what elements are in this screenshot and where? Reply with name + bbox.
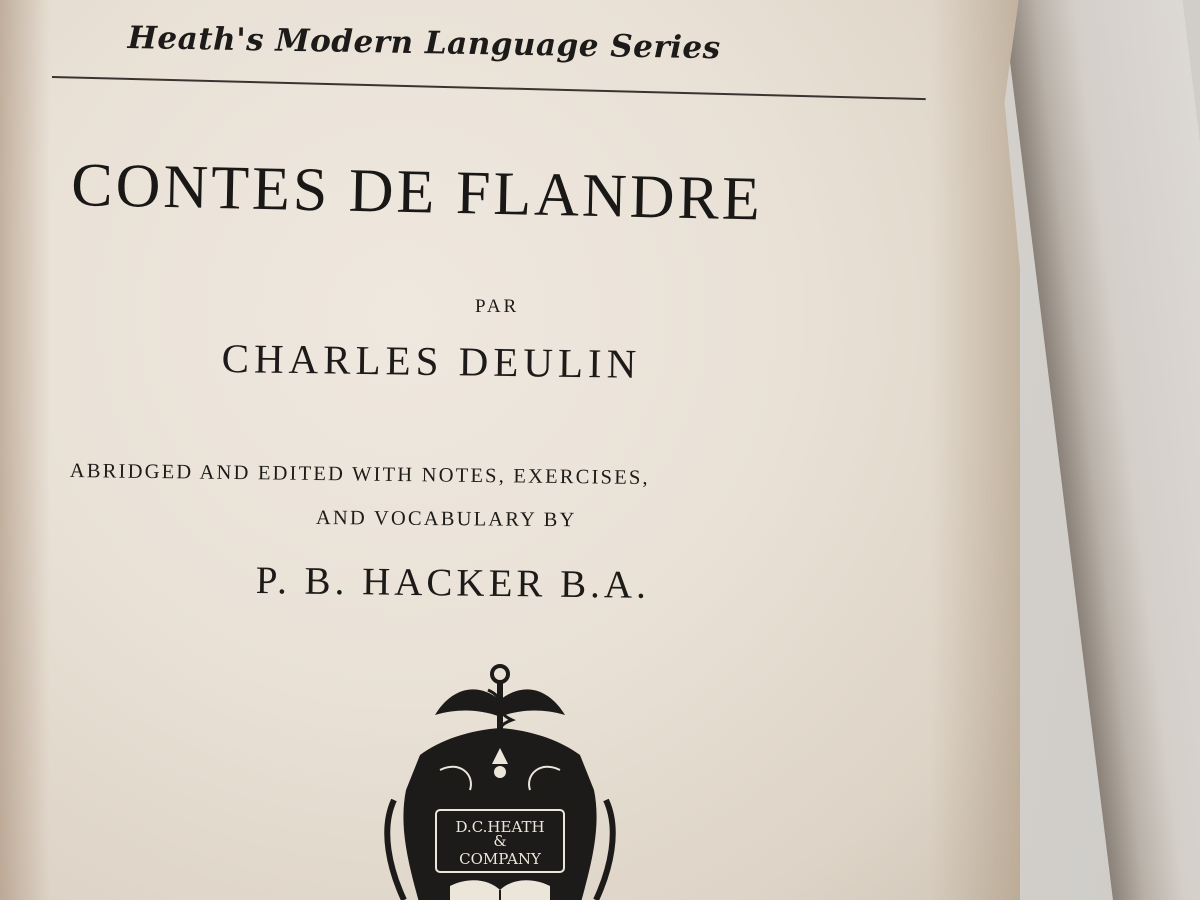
editor-name: P. B. HACKER B.A. — [255, 558, 651, 607]
edited-by-line-1: ABRIDGED AND EDITED WITH NOTES, EXERCISES, — [69, 460, 650, 490]
page-gutter-shadow — [0, 0, 50, 900]
edited-by-line-2: AND VOCABULARY BY — [315, 507, 577, 532]
author-name: CHARLES DEULIN — [221, 334, 642, 387]
emblem-name-line-2: & — [493, 832, 507, 850]
publisher-emblem-icon — [380, 660, 620, 900]
emblem-name-line-3: COMPANY — [459, 850, 541, 868]
series-title: Heath's Modern Language Series — [127, 20, 721, 67]
book-title: CONTES DE FLANDRE — [70, 150, 764, 234]
par-label: PAR — [475, 296, 520, 317]
page-edge-shadow — [930, 0, 1020, 900]
emblem-name-line-1: D.C.HEATH — [455, 818, 545, 836]
book-cover-edge — [1000, 0, 1200, 900]
